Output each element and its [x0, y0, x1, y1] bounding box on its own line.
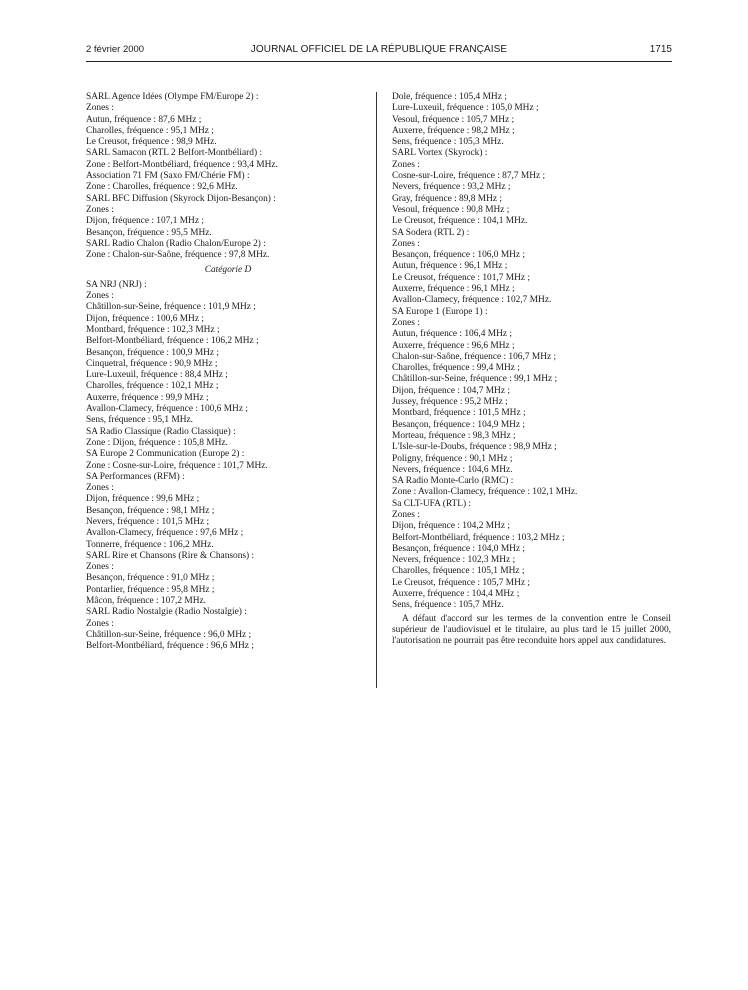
- page-header: [86, 44, 672, 58]
- header-rule: [86, 61, 672, 62]
- text-line: Zones :: [392, 509, 420, 520]
- publication-date: 2 février 2000: [86, 44, 145, 55]
- text-line: SA Performances (RFM) :: [86, 471, 185, 482]
- text-line: SARL Radio Chalon (Radio Chalon/Europe 2) :: [86, 238, 266, 249]
- text-line: Zone : Avallon-Clamecy, fréquence : 102,1 MHz.: [392, 487, 578, 498]
- text-line: Auxerre, fréquence : 96,1 MHz ;: [392, 284, 515, 295]
- right-column: [392, 92, 671, 648]
- text-line: Lure-Luxeuil, fréquence : 88,4 MHz ;: [86, 370, 228, 381]
- text-line: Nevers, fréquence : 102,3 MHz ;: [392, 555, 516, 566]
- text-line: Vesoul, fréquence : 105,7 MHz ;: [392, 114, 515, 125]
- text-line: Morteau, fréquence : 98,3 MHz ;: [392, 430, 516, 441]
- text-line: SA Europe 2 Communication (Europe 2) :: [86, 449, 245, 460]
- text-line: Autun, fréquence : 96,1 MHz ;: [392, 261, 508, 272]
- text-line: Tonnerre, fréquence : 106,2 MHz.: [86, 539, 214, 550]
- text-line: SA Sodera (RTL 2) :: [392, 227, 470, 238]
- text-line: Besançon, fréquence : 100,9 MHz ;: [86, 347, 220, 358]
- right-column-lines: [392, 92, 671, 612]
- text-line: Zones :: [392, 159, 420, 170]
- text-line: Besançon, fréquence : 95,5 MHz.: [86, 227, 212, 238]
- text-line: Charolles, fréquence : 95,1 MHz ;: [86, 125, 214, 136]
- text-line: Besançon, fréquence : 98,1 MHz ;: [86, 505, 215, 516]
- text-line: Cinquetral, fréquence : 90,9 MHz ;: [86, 358, 218, 369]
- text-line: Avallon-Clamecy, fréquence : 102,7 MHz.: [392, 295, 552, 306]
- text-line: Sens, fréquence : 105,3 MHz.: [392, 137, 504, 148]
- text-line: Nevers, fréquence : 101,5 MHz ;: [86, 516, 210, 527]
- left-column: [86, 92, 370, 653]
- text-line: Mâcon, fréquence : 107,2 MHz.: [86, 596, 207, 607]
- text-line: Auxerre, fréquence : 104,4 MHz ;: [392, 589, 520, 600]
- text-line: Zones :: [86, 562, 114, 573]
- text-line: SARL Rire et Chansons (Rire & Chansons) :: [86, 550, 255, 561]
- text-line: Zones :: [392, 238, 420, 249]
- text-line: Besançon, fréquence : 104,9 MHz ;: [392, 419, 526, 430]
- journal-title: JOURNAL OFFICIEL DE LA RÉPUBLIQUE FRANÇAISE: [250, 44, 508, 55]
- text-line: Zones :: [86, 103, 114, 114]
- text-line: Avallon-Clamecy, fréquence : 97,6 MHz ;: [86, 528, 244, 539]
- text-line: Pontarlier, fréquence : 95,8 MHz ;: [86, 584, 215, 595]
- text-line: Belfort-Montbéliard, fréquence : 103,2 MHz ;: [392, 532, 565, 543]
- text-line: Dijon, fréquence : 100,6 MHz ;: [86, 313, 204, 324]
- text-line: Dole, fréquence : 105,4 MHz ;: [392, 92, 507, 102]
- text-line: Cosne-sur-Loire, fréquence : 87,7 MHz ;: [392, 171, 546, 182]
- text-line: L'Isle-sur-le-Doubs, fréquence : 98,9 MHz ;: [392, 442, 557, 453]
- text-line: Belfort-Montbéliard, fréquence : 96,6 MHz ;: [86, 641, 254, 652]
- text-line: Gray, fréquence : 89,8 MHz ;: [392, 193, 503, 204]
- text-line: SARL BFC Diffusion (Skyrock Dijon-Besançon) :: [86, 193, 276, 204]
- text-line: SARL Radio Nostalgie (Radio Nostalgie) :: [86, 607, 247, 618]
- text-line: Autun, fréquence : 106,4 MHz ;: [392, 329, 513, 340]
- text-line: Le Creusot, fréquence : 101,7 MHz ;: [392, 272, 530, 283]
- text-line: Zones :: [86, 483, 114, 494]
- closing-paragraph: A défaut d'accord sur les termes de la convention entre le Conseil supérieur de l'audiovisuel et le titulaire, au plus tard le 15 juillet 2000, l'autorisation ne pourrait pas être reconduite hors appel aux candidatures.: [392, 613, 671, 647]
- text-line: Le Creusot, fréquence : 105,7 MHz ;: [392, 577, 530, 588]
- text-line: Besançon, fréquence : 104,0 MHz ;: [392, 543, 526, 554]
- text-line: Besançon, fréquence : 106,0 MHz ;: [392, 250, 526, 261]
- text-line: Montbard, fréquence : 102,3 MHz ;: [86, 324, 220, 335]
- text-line: SA Radio Monte-Carlo (RMC) :: [392, 476, 514, 487]
- text-line: Zone : Cosne-sur-Loire, fréquence : 101,7 MHz.: [86, 460, 268, 471]
- text-line: Zone : Chalon-sur-Saône, fréquence : 97,8 MHz.: [86, 250, 270, 261]
- text-line: Le Creusot, fréquence : 98,9 MHz.: [86, 137, 217, 148]
- text-line: Zone : Belfort-Montbéliard, fréquence : 93,4 MHz.: [86, 159, 278, 170]
- page-number: 1715: [649, 44, 672, 55]
- text-line: Charolles, fréquence : 105,1 MHz ;: [392, 566, 525, 577]
- text-line: Charolles, fréquence : 99,4 MHz ;: [392, 363, 520, 374]
- text-line: Zones :: [86, 618, 114, 629]
- text-line: Auxerre, fréquence : 96,6 MHz ;: [392, 340, 515, 351]
- text-line: Belfort-Montbéliard, fréquence : 106,2 MHz ;: [86, 336, 259, 347]
- text-line: SARL Samacon (RTL 2 Belfort-Montbéliard) :: [86, 148, 263, 159]
- text-line: Vesoul, fréquence : 90,8 MHz ;: [392, 204, 510, 215]
- text-line: Chalon-sur-Saône, fréquence : 106,7 MHz ;: [392, 351, 557, 362]
- text-line: Dijon, fréquence : 104,2 MHz ;: [392, 521, 510, 532]
- text-line: Zones :: [86, 291, 114, 302]
- text-line: Sens, fréquence : 105,7 MHz.: [392, 600, 504, 611]
- text-line: Poligny, fréquence : 90,1 MHz ;: [392, 453, 513, 464]
- text-line: Montbard, fréquence : 101,5 MHz ;: [392, 408, 526, 419]
- text-line: SA Europe 1 (Europe 1) :: [392, 306, 488, 317]
- text-line: Dijon, fréquence : 99,6 MHz ;: [86, 494, 200, 505]
- text-line: Charolles, fréquence : 102,1 MHz ;: [86, 381, 219, 392]
- text-line: Zone : Charolles, fréquence : 92,6 MHz.: [86, 182, 238, 193]
- text-line: Châtillon-sur-Seine, fréquence : 96,0 MHz ;: [86, 629, 252, 640]
- text-line: Sa CLT-UFA (RTL) :: [392, 498, 472, 509]
- text-line: Nevers, fréquence : 93,2 MHz ;: [392, 182, 511, 193]
- text-line: Autun, fréquence : 87,6 MHz ;: [86, 114, 202, 125]
- text-line: Dijon, fréquence : 104,7 MHz ;: [392, 385, 510, 396]
- column-divider: [376, 92, 377, 688]
- text-line: Dijon, fréquence : 107,1 MHz ;: [86, 216, 204, 227]
- text-line: Châtillon-sur-Seine, fréquence : 101,9 MHz ;: [86, 302, 256, 313]
- text-line: Zones :: [86, 204, 114, 215]
- text-line: Nevers, fréquence : 104,6 MHz.: [392, 464, 513, 475]
- text-line: Association 71 FM (Saxo FM/Chérie FM) :: [86, 171, 250, 182]
- text-line: Zones :: [392, 317, 420, 328]
- text-line: Auxerre, fréquence : 98,2 MHz ;: [392, 125, 515, 136]
- text-line: Jussey, fréquence : 95,2 MHz ;: [392, 397, 508, 408]
- text-line: SARL Vortex (Skyrock) :: [392, 148, 488, 159]
- text-line: Le Creusot, fréquence : 104,1 MHz.: [392, 216, 528, 227]
- text-line: Zone : Dijon, fréquence : 105,8 MHz.: [86, 437, 228, 448]
- text-line: Sens, fréquence : 95,1 MHz.: [86, 415, 194, 426]
- text-line: Besançon, fréquence : 91,0 MHz ;: [86, 573, 215, 584]
- text-line: Châtillon-sur-Seine, fréquence : 99,1 MHz ;: [392, 374, 558, 385]
- text-line: Auxerre, fréquence : 99,9 MHz ;: [86, 392, 209, 403]
- text-line: SARL Agence Idées (Olympe FM/Europe 2) :: [86, 92, 259, 102]
- text-line: Avallon-Clamecy, fréquence : 100,6 MHz ;: [86, 404, 248, 415]
- category-heading: Catégorie D: [204, 265, 252, 276]
- text-line: SA Radio Classique (Radio Classique) :: [86, 426, 236, 437]
- text-line: SA NRJ (NRJ) :: [86, 279, 147, 290]
- text-line: Lure-Luxeuil, fréquence : 105,0 MHz ;: [392, 103, 539, 114]
